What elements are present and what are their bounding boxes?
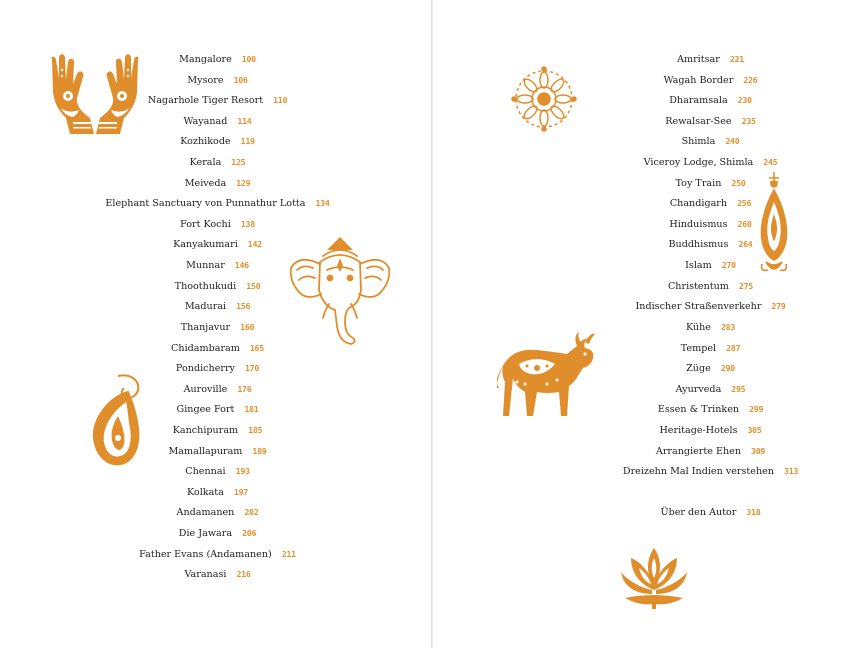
right-page [433, 0, 864, 648]
toc-page-number: 100 [241, 54, 256, 64]
toc-page-number: 150 [246, 280, 261, 291]
toc-page-number: 185 [248, 424, 263, 435]
toc-title: Viceroy Lodge, Shimla [643, 157, 754, 169]
toc-title: Munnar [186, 260, 225, 272]
toc-page-number: 283 [720, 321, 736, 332]
toc-entry[interactable] [553, 379, 864, 400]
toc-entry[interactable] [50, 461, 385, 482]
toc-title: Pondicherry [175, 363, 235, 375]
toc-page-number: 250 [731, 177, 746, 188]
toc-title: Islam [685, 260, 712, 272]
toc-title: Ayurveda [675, 383, 722, 395]
toc-title: Wayanad [183, 115, 228, 127]
toc-entry[interactable] [553, 461, 864, 482]
toc-page-number: 309 [751, 445, 766, 456]
toc-title: Madurai [184, 301, 227, 313]
toc-page-number: 125 [231, 157, 246, 168]
toc-entry[interactable] [553, 358, 864, 379]
toc-entry[interactable] [553, 49, 864, 70]
left-page [0, 0, 431, 648]
toc-page-number: 275 [738, 280, 754, 291]
toc-title: Mangalore [179, 54, 232, 65]
toc-page-number: 256 [737, 198, 752, 209]
toc-page-number: 295 [731, 383, 746, 394]
toc-title: Dreizehn Mal Indien verstehen [622, 466, 774, 478]
toc-page-number: 264 [738, 239, 753, 250]
toc-entry[interactable] [50, 544, 385, 565]
toc-title: Arrangierte Ehen [655, 445, 741, 457]
toc-entry[interactable] [50, 193, 385, 214]
toc-title: Auroville [183, 383, 228, 395]
toc-entry[interactable] [553, 296, 864, 317]
toc-title: Über den Autor [660, 507, 737, 519]
toc-entry[interactable] [553, 441, 864, 462]
toc-title: Kanchipuram [172, 424, 239, 436]
toc-entry[interactable] [50, 90, 385, 111]
toc-entry[interactable] [553, 420, 864, 441]
toc-title: Mamallapuram [168, 445, 243, 457]
toc-page-number: 221 [729, 54, 744, 64]
toc-page-number: 193 [235, 466, 250, 477]
toc-title: Chidambaram [171, 342, 240, 354]
toc-page-number: 197 [233, 486, 248, 497]
toc-entry[interactable] [553, 131, 864, 152]
toc-entry[interactable] [50, 70, 385, 91]
toc-entry[interactable] [553, 276, 864, 297]
toc-page-number: 299 [749, 404, 764, 415]
toc-title: Indischer Straßenverkehr [635, 301, 762, 313]
toc-title: Kanyakumari [173, 239, 238, 251]
toc-title: Thanjavur [180, 321, 231, 333]
toc-page-number: 313 [784, 466, 799, 477]
toc-page-number: 170 [244, 363, 260, 374]
toc-page-number: 290 [720, 363, 735, 374]
toc-title: Hinduismus [669, 218, 728, 230]
toc-entry[interactable] [553, 255, 864, 276]
toc-page-number: 160 [240, 321, 255, 332]
toc-page-number: 226 [743, 74, 758, 85]
toc-title: Toy Train [675, 177, 722, 189]
toc-entry[interactable] [50, 276, 385, 297]
toc-entry[interactable] [553, 214, 864, 235]
toc-title: Tempel [680, 342, 717, 354]
toc-page-number: 318 [746, 507, 761, 518]
toc-title: Chennai [185, 466, 226, 478]
toc-title: Fort Kochi [180, 218, 231, 230]
toc-page-number: 206 [242, 528, 257, 539]
toc-page-number: 114 [237, 115, 252, 126]
toc-title: Kühe [685, 321, 711, 333]
toc-entry[interactable] [553, 111, 864, 132]
toc-title: Varanasi [184, 569, 227, 581]
toc-page-number: 110 [273, 95, 288, 106]
toc-entry[interactable] [50, 358, 385, 379]
toc-entry[interactable] [50, 49, 385, 70]
toc-entry[interactable] [553, 193, 864, 214]
toc-title: Christentum [667, 280, 729, 292]
toc-page-number: 181 [244, 404, 259, 415]
toc-title: Shimla [681, 136, 716, 148]
toc-entry[interactable] [553, 399, 864, 420]
toc-entry[interactable] [50, 482, 385, 503]
toc-entry[interactable] [50, 296, 385, 317]
toc-entry[interactable] [50, 523, 385, 544]
toc-page-number: 279 [771, 301, 786, 312]
toc-page-number: 235 [741, 115, 756, 126]
toc-entry[interactable] [50, 399, 385, 420]
toc-title: Dharamsala [669, 95, 728, 107]
toc-title: Heritage-Hotels [659, 424, 738, 436]
toc-entry[interactable] [553, 152, 864, 173]
toc-page-number: 270 [721, 260, 736, 271]
toc-title: Elephant Sanctuary von Punnathur Lotta [105, 198, 306, 210]
toc-entry[interactable] [50, 317, 385, 338]
toc-entry[interactable] [50, 173, 385, 194]
lotus-icon [619, 544, 689, 610]
toc-page-number: 260 [737, 218, 752, 229]
toc-entry[interactable] [50, 441, 385, 462]
toc-entry[interactable] [553, 70, 864, 91]
toc-page-number: 156 [236, 301, 251, 312]
toc-page-number: 106 [233, 74, 248, 85]
toc-page-number: 189 [252, 445, 267, 456]
toc-page-number: 245 [763, 157, 778, 168]
toc-page-number: 211 [281, 548, 296, 559]
toc-left-list [50, 49, 385, 585]
toc-entry[interactable] [50, 502, 385, 523]
toc-entry[interactable] [553, 234, 864, 255]
toc-page-number: 129 [236, 177, 251, 188]
toc-page-number: 305 [747, 424, 762, 435]
toc-title: Essen & Trinken [657, 404, 740, 416]
toc-entry-afterword[interactable] [553, 502, 864, 523]
toc-page-number: 146 [234, 260, 249, 271]
toc-title: Father Evans (Andamanen) [139, 548, 272, 560]
toc-title: Meiveda [184, 177, 227, 189]
toc-title: Nagarhole Tiger Resort [147, 95, 264, 107]
toc-page-number: 119 [240, 136, 255, 147]
toc-page-number: 165 [249, 342, 264, 353]
toc-entry[interactable] [50, 152, 385, 173]
toc-title: Kolkata [187, 486, 224, 498]
toc-page-number: 230 [737, 95, 752, 106]
toc-title: Andamanen [176, 507, 235, 519]
toc-page-number: 142 [247, 239, 262, 250]
toc-title: Mysore [187, 74, 224, 86]
toc-title: Gingee Fort [176, 404, 235, 416]
toc-page-number: 138 [240, 218, 255, 229]
toc-title: Züge [686, 363, 711, 375]
toc-entry[interactable] [50, 214, 385, 235]
toc-entry[interactable] [50, 234, 385, 255]
toc-entry[interactable] [50, 420, 385, 441]
toc-page-number: 216 [236, 569, 251, 580]
toc-page-number: 202 [244, 507, 259, 518]
toc-right-list [553, 49, 864, 523]
toc-title: Wagah Border [663, 74, 734, 86]
toc-entry[interactable] [553, 173, 864, 194]
toc-page-number: 287 [726, 342, 741, 353]
toc-entry[interactable] [553, 338, 864, 359]
toc-title: Thoothukudi [174, 280, 237, 292]
toc-entry[interactable] [50, 111, 385, 132]
toc-entry[interactable] [50, 338, 385, 359]
toc-page-number: 240 [725, 136, 740, 147]
toc-title: Die Jawara [178, 528, 233, 540]
toc-title: Chandigarh [669, 198, 728, 210]
toc-title: Kozhikode [180, 136, 231, 148]
toc-title: Amritsar [677, 54, 720, 65]
toc-entry[interactable] [50, 564, 385, 585]
toc-entry[interactable] [553, 317, 864, 338]
toc-page-number: 176 [237, 383, 252, 394]
toc-entry[interactable] [553, 90, 864, 111]
toc-title: Kerala [189, 157, 222, 169]
toc-entry[interactable] [50, 131, 385, 152]
toc-title: Buddhismus [668, 239, 729, 251]
toc-title: Rewalsar-See [665, 115, 732, 127]
toc-spacer [553, 482, 864, 503]
toc-entry[interactable] [50, 379, 385, 400]
toc-page-number: 134 [315, 198, 330, 209]
toc-entry[interactable] [50, 255, 385, 276]
